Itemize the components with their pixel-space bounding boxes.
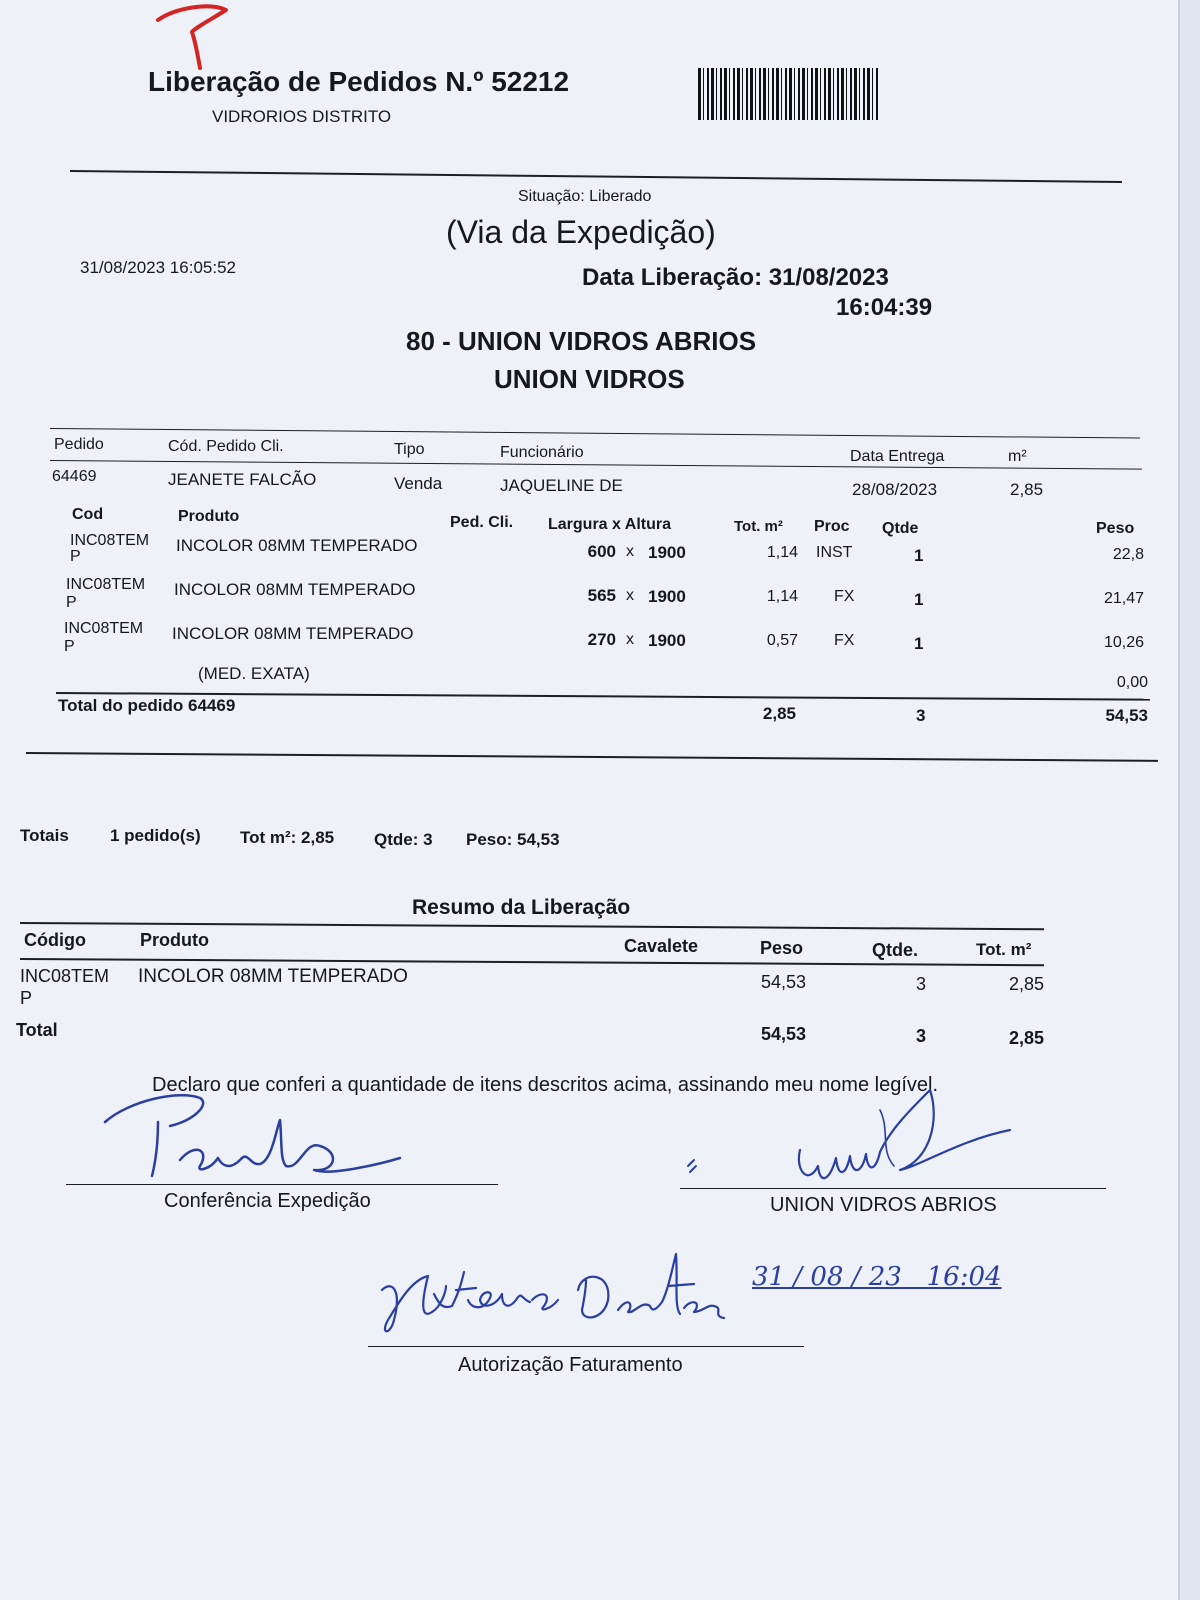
resumo-col-produto: Produto (140, 930, 209, 950)
item-qtde: 1 (914, 634, 924, 653)
value-m2: 2,85 (1010, 480, 1044, 499)
col-proc: Proc (814, 518, 850, 535)
signature-line-autorizacao (368, 1346, 804, 1347)
value-data-entrega: 28/08/2023 (852, 480, 938, 499)
situacao: Situação: Liberado (518, 188, 652, 205)
item-x: x (626, 543, 634, 560)
item-peso: 21,47 (1103, 590, 1144, 607)
resumo-total-peso: 54,53 (760, 1024, 806, 1044)
total-pedido-peso: 54,53 (1105, 706, 1148, 725)
col-tot-m2: Tot. m² (734, 518, 783, 535)
order-top-line (50, 428, 1140, 439)
item-proc: FX (834, 588, 855, 605)
item-proc: INST (816, 544, 853, 561)
document-title: Liberação de Pedidos N.º 52212 (148, 66, 570, 97)
col-produto: Produto (178, 508, 240, 525)
item-peso: 10,26 (1103, 634, 1144, 651)
print-datetime: 31/08/2023 16:05:52 (80, 258, 236, 277)
item-produto: INCOLOR 08MM TEMPERADO (176, 536, 418, 555)
red-handwritten-mark (150, 2, 240, 72)
declaration-text: Declaro que conferi a quantidade de itens descritos acima, assinando meu nome legível. (152, 1074, 939, 1096)
resumo-col-codigo: Código (24, 930, 86, 950)
client-short-name: UNION VIDROS (494, 364, 685, 394)
item-cod-line1: INC08TEM (66, 576, 146, 593)
signature-line-union (680, 1188, 1106, 1189)
union-vidros-label: UNION VIDROS ABRIOS (770, 1194, 997, 1216)
item-cod-line1: INC08TEM (70, 532, 150, 549)
col-peso: Peso (1096, 520, 1135, 537)
client-name: 80 - UNION VIDROS ABRIOS (406, 326, 757, 356)
total-pedido-label: Total do pedido 64469 (58, 696, 236, 715)
item-x: x (626, 587, 634, 604)
company-name: VIDRORIOS DISTRITO (212, 107, 392, 126)
totais-m2: Tot m²: 2,85 (240, 828, 335, 847)
header-divider (70, 170, 1122, 183)
col-qtde: Qtde (882, 520, 919, 537)
data-liberacao: Data Liberação: 31/08/2023 (582, 264, 889, 291)
resumo-total-label: Total (16, 1020, 58, 1040)
value-tipo: Venda (394, 474, 443, 493)
signature-line-conferencia (66, 1184, 498, 1185)
resumo-col-cavalete: Cavalete (624, 936, 699, 956)
signature-union (680, 1070, 1040, 1200)
totais-pedidos: 1 pedido(s) (110, 826, 201, 845)
resumo-tot-m2: 2,85 (1008, 974, 1044, 994)
totais-peso: Peso: 54,53 (466, 830, 560, 849)
item-proc: FX (834, 632, 855, 649)
section-divider (26, 752, 1158, 762)
col-ped-cli: Ped. Cli. (450, 514, 514, 531)
item-produto: INCOLOR 08MM TEMPERADO (174, 580, 416, 599)
via-label: (Via da Expedição) (446, 214, 716, 250)
item-tot-m2: 0,57 (766, 632, 798, 649)
item-tot-m2: 1,14 (766, 544, 798, 561)
signature-paulo (100, 1080, 420, 1190)
total-pedido-qtde: 3 (916, 706, 926, 725)
resumo-codigo-line1: INC08TEM (20, 966, 110, 986)
item-altura: 1900 (648, 631, 686, 650)
label-m2: m² (1008, 448, 1027, 465)
value-cod-pedido-cli: JEANETE FALCÃO (168, 470, 317, 489)
resumo-total-qtde: 3 (915, 1026, 926, 1046)
item-produto: INCOLOR 08MM TEMPERADO (172, 624, 414, 643)
autorizacao-faturamento-label: Autorização Faturamento (458, 1354, 683, 1376)
data-liberacao-time: 16:04:39 (836, 294, 933, 321)
resumo-col-tot-m2: Tot. m² (976, 940, 1032, 959)
handwritten-date: 31 / 08 / 23 16:04 (752, 1262, 1002, 1292)
totais-label: Totais (20, 826, 69, 845)
item-cod-line2: P (70, 548, 81, 565)
totais-qtde: Qtde: 3 (374, 830, 433, 849)
item-largura: 270 (587, 630, 616, 649)
signature-vitoria-dantas (372, 1250, 772, 1350)
order-header-line (50, 460, 1142, 470)
resumo-col-peso: Peso (760, 938, 804, 958)
item-cod-line1: INC08TEM (64, 620, 144, 637)
label-pedido: Pedido (54, 436, 104, 453)
item-qtde: 1 (914, 546, 924, 565)
item-cod-line2: P (64, 638, 75, 655)
resumo-qtde: 3 (915, 974, 926, 994)
label-tipo: Tipo (394, 441, 425, 458)
item-extra-note: (MED. EXATA) (198, 664, 310, 683)
item-altura: 1900 (648, 543, 686, 562)
item-largura: 565 (587, 586, 616, 605)
item-extra-peso: 0,00 (1116, 674, 1148, 691)
item-qtde: 1 (914, 590, 924, 609)
total-pedido-m2: 2,85 (762, 704, 796, 723)
label-data-entrega: Data Entrega (850, 448, 945, 465)
col-cod: Cod (72, 506, 104, 523)
value-pedido: 64469 (52, 468, 97, 485)
conferencia-expedicao-label: Conferência Expedição (164, 1190, 371, 1212)
item-largura: 600 (587, 542, 616, 561)
item-x: x (626, 631, 634, 648)
resumo-col-qtde: Qtde. (872, 940, 919, 960)
resumo-codigo-line2: P (20, 988, 33, 1008)
item-altura: 1900 (648, 587, 686, 606)
label-cod-pedido-cli: Cód. Pedido Cli. (168, 438, 284, 455)
resumo-title: Resumo da Liberação (412, 896, 631, 919)
value-funcionario: JAQUELINE DE (500, 476, 623, 495)
resumo-produto: INCOLOR 08MM TEMPERADO (138, 966, 408, 987)
item-tot-m2: 1,14 (766, 588, 798, 605)
resumo-total-tot-m2: 2,85 (1008, 1028, 1044, 1048)
item-cod-line2: P (66, 594, 77, 611)
resumo-peso: 54,53 (760, 972, 806, 992)
item-peso: 22,8 (1112, 546, 1144, 563)
col-largura-altura: Largura x Altura (548, 516, 671, 533)
barcode (698, 68, 880, 120)
label-funcionario: Funcionário (500, 444, 584, 461)
